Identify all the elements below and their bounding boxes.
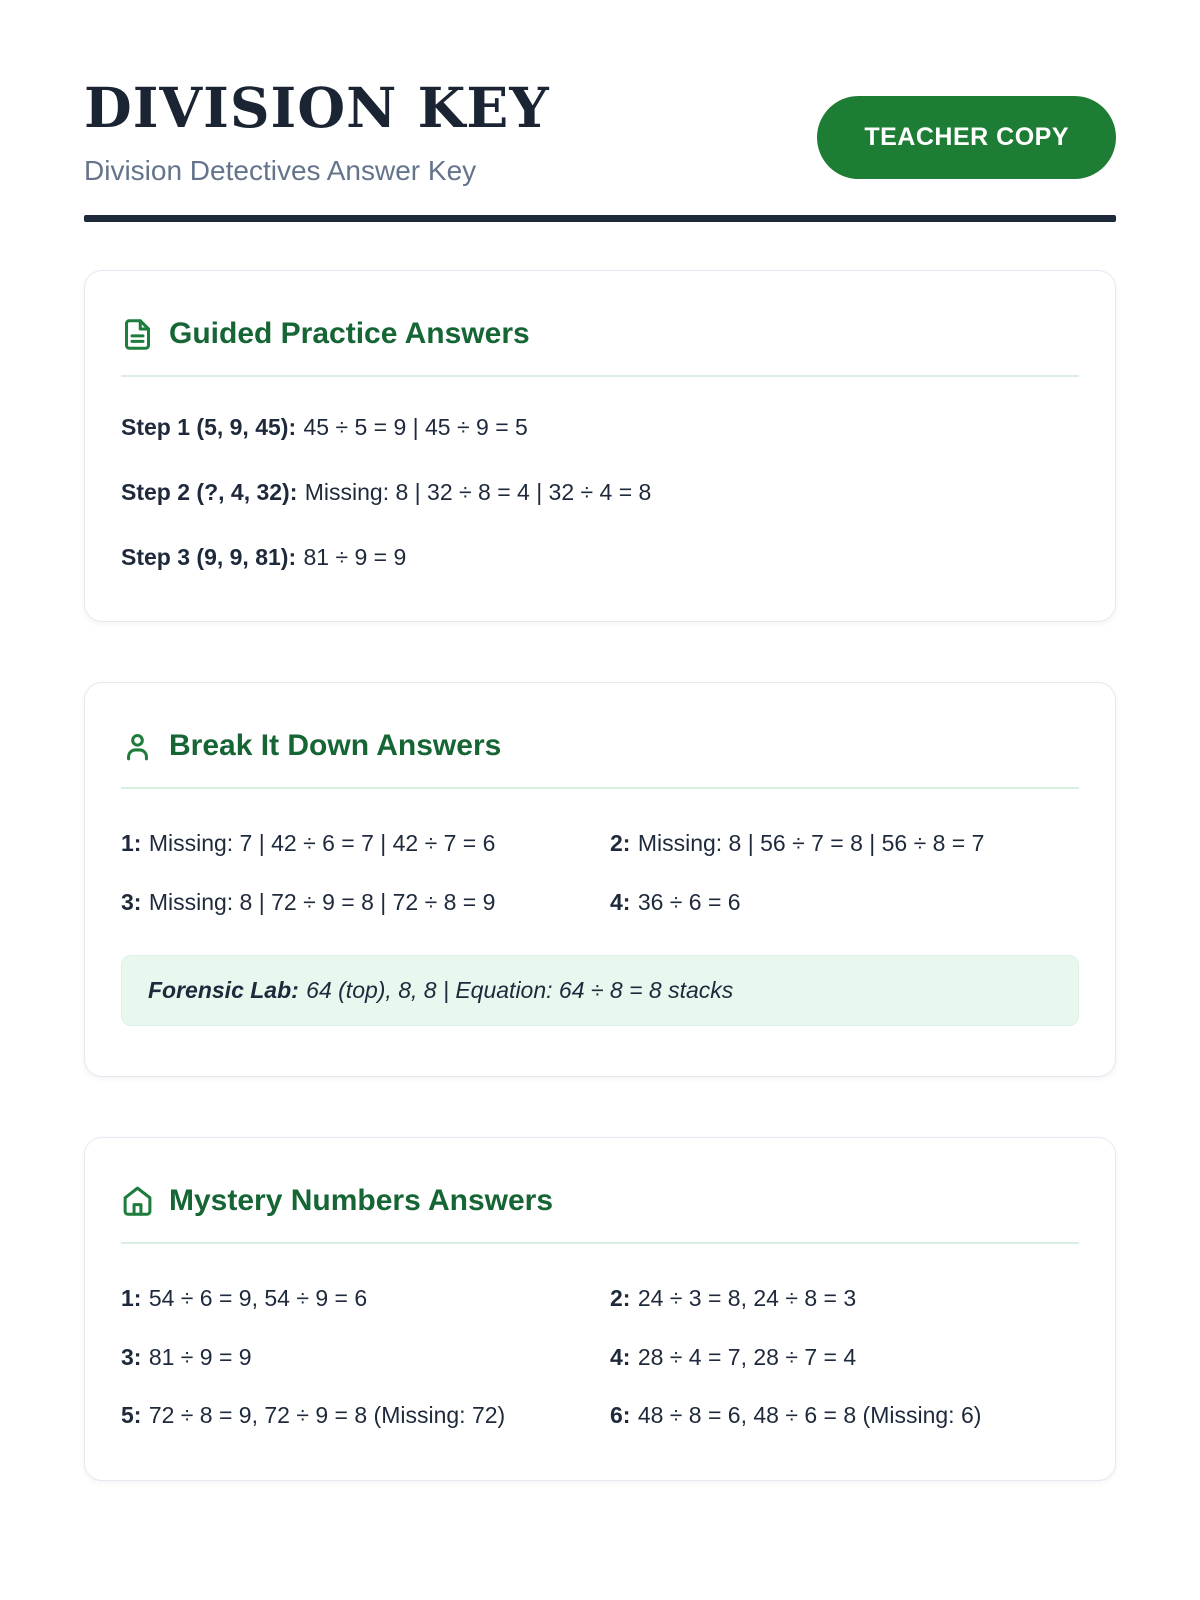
person-icon: [121, 730, 154, 763]
item-answer: 54 ÷ 6 = 9, 54 ÷ 9 = 6: [148, 1284, 368, 1311]
item-number: 3:: [121, 1343, 142, 1370]
item-number: 4:: [610, 889, 631, 915]
forensic-lab-callout: [121, 955, 1079, 1026]
mystery-item: [610, 1284, 1079, 1313]
item-answer: 72 ÷ 8 = 9, 72 ÷ 9 = 8 (Missing: 72): [148, 1402, 506, 1429]
mystery-numbers-heading-label: Mystery Numbers Answers: [169, 1183, 554, 1217]
guided-practice-card: [84, 270, 1116, 622]
item-answer: 24 ÷ 3 = 8, 24 ÷ 8 = 3: [637, 1284, 857, 1311]
answer-key-page: [84, 0, 1116, 1481]
item-number: 4:: [610, 1343, 631, 1370]
header-text: [84, 75, 550, 187]
item-answer: 48 ÷ 8 = 6, 48 ÷ 6 = 8 (Missing: 6): [637, 1402, 982, 1429]
guided-step-row: [121, 543, 1079, 572]
guided-practice-heading: [121, 317, 1079, 351]
mystery-item: [121, 1401, 590, 1430]
mystery-item: [610, 1401, 1079, 1430]
heading-underline: [121, 787, 1079, 789]
breakdown-row-group: [121, 829, 1079, 858]
heading-underline: [121, 1242, 1079, 1244]
teacher-copy-badge: TEACHER COPY: [817, 96, 1116, 179]
page-subtitle: Division Detectives Answer Key: [84, 155, 477, 186]
heading-underline: [121, 375, 1079, 377]
mystery-row-group: [121, 1401, 1079, 1430]
step-answer: 81 ÷ 9 = 9: [303, 543, 407, 570]
breakdown-row-group: [121, 888, 1079, 917]
home-icon: [121, 1184, 154, 1217]
item-number: 1:: [121, 830, 142, 857]
mystery-numbers-card: [84, 1137, 1116, 1481]
callout-label: Forensic Lab:: [148, 976, 299, 1003]
header-divider: [84, 215, 1116, 222]
mystery-row-group: [121, 1284, 1079, 1313]
item-number: 2:: [610, 1284, 631, 1311]
breakdown-item: [121, 888, 590, 917]
guided-practice-heading-label: Guided Practice Answers: [169, 317, 530, 350]
item-number: 5:: [121, 1402, 142, 1429]
guided-step-row: [121, 413, 1079, 442]
guided-step-row: [121, 478, 1079, 507]
header: [84, 75, 1116, 187]
mystery-row-group: [121, 1343, 1079, 1372]
item-number: 1:: [121, 1284, 142, 1311]
item-answer: 81 ÷ 9 = 9: [148, 1343, 252, 1370]
item-number: 3:: [121, 889, 142, 915]
breakdown-item: [121, 829, 590, 858]
item-number: 2:: [610, 830, 631, 857]
breakdown-item: [610, 888, 1079, 917]
break-it-down-heading-label: Break It Down Answers: [169, 729, 502, 763]
step-label: Step 3 (9, 9, 81):: [121, 543, 297, 570]
mystery-item: [121, 1343, 590, 1372]
step-answer: Missing: 8 | 32 ÷ 8 = 4 | 32 ÷ 4 = 8: [304, 478, 652, 505]
item-answer: Missing: 7 | 42 ÷ 6 = 7 | 42 ÷ 7 = 6: [148, 830, 496, 857]
mystery-item: [121, 1284, 590, 1313]
file-text-icon: [121, 318, 154, 351]
step-answer: 45 ÷ 5 = 9 | 45 ÷ 9 = 5: [303, 414, 528, 440]
item-answer: Missing: 8 | 72 ÷ 9 = 8 | 72 ÷ 8 = 9: [148, 889, 496, 915]
page-title: DIVISION KEY: [84, 75, 550, 140]
item-answer: 36 ÷ 6 = 6: [637, 889, 741, 915]
step-label: Step 2 (?, 4, 32):: [121, 478, 298, 505]
item-answer: 28 ÷ 4 = 7, 28 ÷ 7 = 4: [637, 1343, 857, 1370]
callout-text: 64 (top), 8, 8 | Equation: 64 ÷ 8 = 8 stacks: [306, 976, 734, 1003]
break-it-down-heading: [121, 729, 1079, 763]
item-answer: Missing: 8 | 56 ÷ 7 = 8 | 56 ÷ 8 = 7: [637, 830, 985, 857]
mystery-item: [610, 1343, 1079, 1372]
breakdown-item: [610, 829, 1079, 858]
step-label: Step 1 (5, 9, 45):: [121, 414, 297, 440]
break-it-down-card: [84, 682, 1116, 1077]
mystery-numbers-heading: [121, 1184, 1079, 1218]
item-number: 6:: [610, 1402, 631, 1429]
